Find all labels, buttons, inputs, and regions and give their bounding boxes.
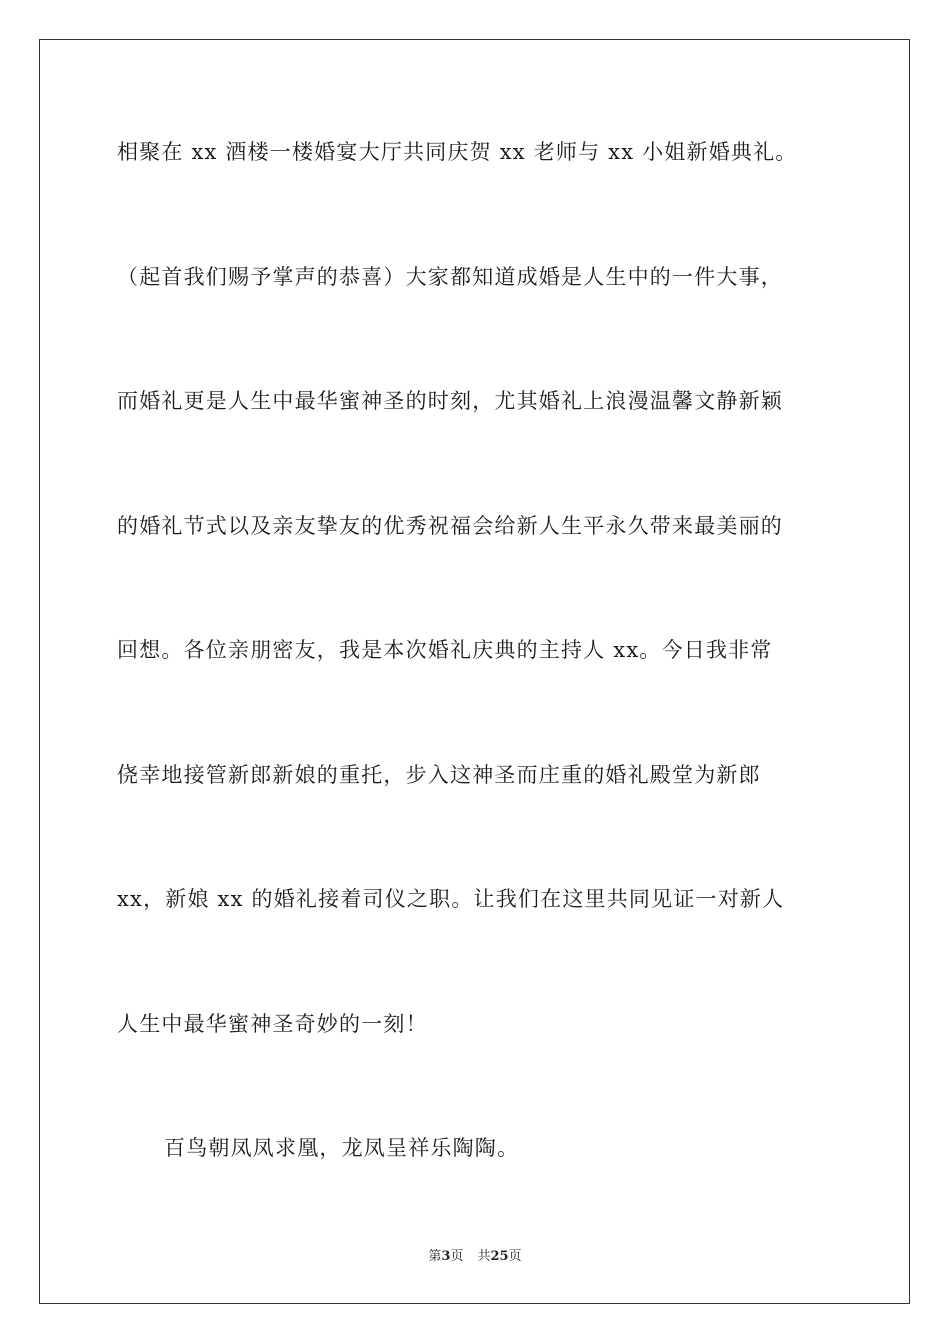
page-footer bbox=[0, 1248, 950, 1266]
text-line-1: 相聚在 xx 酒楼一楼婚宴大厅共同庆贺 xx 老师与 xx 小姐新婚典礼。 bbox=[117, 140, 798, 164]
text-line-4: 的婚礼节式以及亲友挚友的优秀祝福会给新人生平永久带来最美丽的 bbox=[117, 514, 783, 538]
page-suffix: 页 bbox=[450, 1249, 464, 1264]
text-line-8: 人生中最华蜜神圣奇妙的一刻！ bbox=[117, 1012, 428, 1036]
text-line-5: 回想。各位亲朋密友，我是本次婚礼庆典的主持人 xx。今日我非常 bbox=[117, 638, 773, 662]
text-line-6: 侥幸地接管新郎新娘的重托，步入这神圣而庄重的婚礼殿堂为新郎 bbox=[117, 763, 761, 787]
page-prefix: 第 bbox=[428, 1249, 442, 1264]
text-line-2: （起首我们赐予掌声的恭喜）大家都知道成婚是人生中的一件大事， bbox=[117, 265, 783, 289]
text-line-9: 百鸟朝凤凤求凰，龙凤呈祥乐陶陶。 bbox=[164, 1136, 520, 1160]
total-suffix: 页 bbox=[508, 1249, 522, 1264]
page-border bbox=[39, 39, 910, 1304]
total-prefix: 共 bbox=[477, 1249, 491, 1264]
page-number: 3 bbox=[441, 1249, 451, 1264]
text-line-3: 而婚礼更是人生中最华蜜神圣的时刻，尤其婚礼上浪漫温馨文静新颖 bbox=[117, 389, 783, 413]
text-line-7: xx，新娘 xx 的婚礼接着司仪之职。让我们在这里共同见证一对新人 bbox=[117, 887, 785, 911]
total-pages: 25 bbox=[490, 1249, 509, 1264]
